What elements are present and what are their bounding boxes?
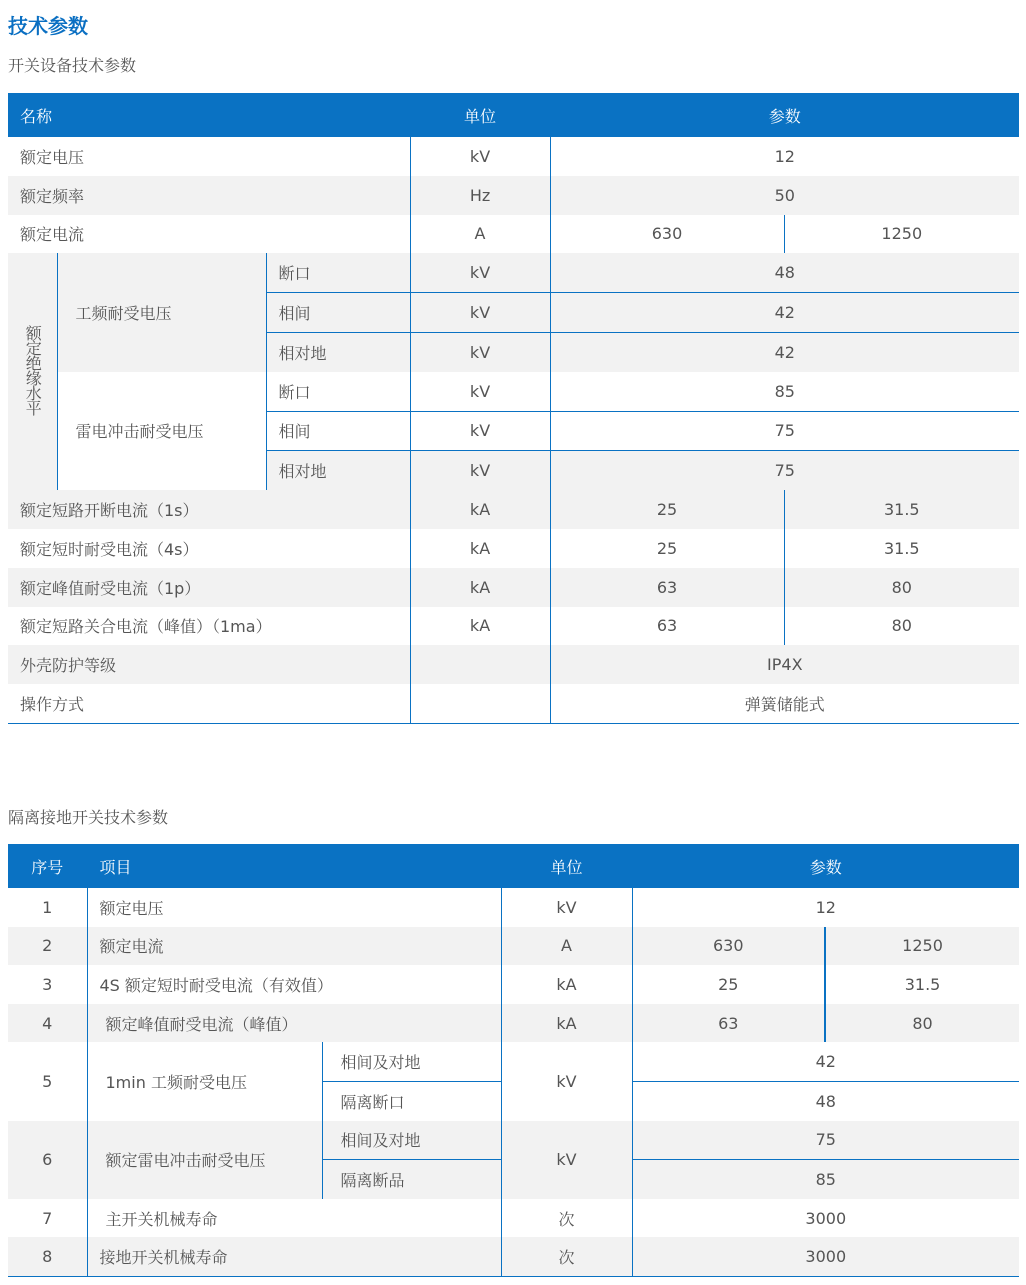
row-name: 额定短时耐受电流（4s） — [20, 539, 199, 559]
table-row — [8, 927, 1019, 966]
table-row — [8, 372, 1019, 411]
table-header-row — [8, 844, 1019, 888]
lightning-label: 雷电冲击耐受电压 — [57, 372, 266, 490]
row-name: 额定频率 — [8, 176, 410, 215]
row-value-1: 630 — [632, 927, 825, 966]
row-value: 48 — [550, 253, 1019, 292]
sub-name: 隔离断品 — [322, 1160, 501, 1199]
row-unit: Hz — [410, 176, 550, 215]
row-value-2: 31.5 — [784, 490, 1019, 529]
sub-name: 断口 — [266, 253, 410, 292]
header-unit: 单位 — [410, 93, 550, 137]
row-unit: kV — [410, 253, 550, 292]
row-item: 接地开关机械寿命 — [87, 1237, 501, 1276]
row-unit: kV — [410, 332, 550, 371]
table-row — [8, 645, 1019, 684]
row-value: 弹簧储能式 — [550, 684, 1019, 723]
row-value: 85 — [550, 372, 1019, 411]
row-item: 主开关机械寿命 — [87, 1199, 501, 1238]
row-value: 3000 — [632, 1199, 1019, 1238]
row-name: 额定电压 — [20, 147, 85, 167]
insulation-group-label: 额定绝缘水平 — [8, 253, 57, 490]
row-value: 50 — [550, 176, 1019, 215]
row-no: 1 — [42, 897, 53, 917]
table-row — [8, 490, 1019, 529]
row-value: 12 — [550, 137, 1019, 176]
row-unit: kV — [410, 137, 550, 176]
table-row — [8, 529, 1019, 568]
header-param: 参数 — [632, 844, 1019, 888]
section-title-isolation: 隔离接地开关技术参数 — [8, 808, 169, 827]
header-no: 序号 — [8, 844, 87, 888]
row-value: 85 — [632, 1160, 1019, 1199]
row-unit: kV — [410, 372, 550, 411]
row-value: 42 — [550, 293, 1019, 333]
row-value: 48 — [632, 1081, 1019, 1120]
row-unit: 次 — [501, 1199, 632, 1238]
isolation-spec-table — [8, 844, 1019, 1277]
row-no: 5 — [42, 1071, 53, 1091]
row-item: 额定雷电冲击耐受电压 — [87, 1121, 322, 1199]
row-value-2: 1250 — [825, 927, 1019, 966]
row-value: 75 — [550, 411, 1019, 451]
row-value-1: 25 — [632, 965, 825, 1004]
row-value-2: 31.5 — [825, 965, 1019, 1004]
table-row — [8, 137, 1019, 176]
sub-name: 相对地 — [266, 451, 410, 490]
table-row — [8, 1237, 1019, 1276]
row-value-2: 31.5 — [784, 529, 1019, 568]
power-freq-label: 工频耐受电压 — [57, 253, 266, 371]
row-no: 2 — [8, 927, 87, 966]
table-row — [8, 607, 1019, 646]
page-title: 技术参数 — [8, 14, 88, 38]
sub-name: 相对地 — [266, 332, 410, 371]
row-name: 操作方式 — [8, 684, 410, 723]
sub-name: 断口 — [266, 372, 410, 411]
row-unit: kV — [410, 293, 550, 333]
row-unit: A — [501, 927, 632, 966]
sub-name: 隔离断口 — [322, 1081, 501, 1120]
sub-name: 相间 — [266, 411, 410, 451]
row-unit: kV — [501, 1121, 632, 1199]
row-unit: kV — [410, 451, 550, 490]
row-value-2: 80 — [784, 607, 1019, 646]
header-unit: 单位 — [501, 844, 632, 888]
sub-name: 相间及对地 — [322, 1121, 501, 1160]
row-no: 3 — [42, 974, 53, 994]
row-value-1: 63 — [550, 607, 784, 646]
table-row — [8, 1042, 1019, 1081]
row-unit: kA — [501, 1004, 632, 1043]
table-row — [8, 1121, 1019, 1160]
row-unit — [410, 684, 550, 723]
table-row — [8, 176, 1019, 215]
row-value: 75 — [550, 451, 1019, 490]
row-unit: kV — [501, 1042, 632, 1120]
table-row — [8, 215, 1019, 254]
row-item: 1min 工频耐受电压 — [87, 1042, 322, 1120]
sub-name: 相间及对地 — [322, 1042, 501, 1081]
row-value: 42 — [632, 1042, 1019, 1081]
row-no: 8 — [8, 1237, 87, 1276]
row-value-1: 25 — [550, 490, 784, 529]
row-unit: kA — [410, 607, 550, 646]
row-value-1: 63 — [550, 568, 784, 607]
row-unit: 次 — [501, 1237, 632, 1276]
table-row — [8, 888, 1019, 927]
row-name: 额定短路关合电流（峰值）（1ma） — [20, 617, 272, 637]
table-row — [8, 253, 1019, 292]
table-row — [8, 965, 1019, 1004]
row-item: 额定电流 — [87, 927, 501, 966]
row-item: 4S 额定短时耐受电流（有效值） — [87, 965, 501, 1004]
row-no: 6 — [8, 1121, 87, 1199]
row-unit: kA — [410, 568, 550, 607]
header-name: 名称 — [8, 93, 410, 137]
row-unit: kV — [501, 888, 632, 927]
table-row — [8, 1004, 1019, 1043]
header-item: 项目 — [87, 844, 501, 888]
row-value: 75 — [632, 1121, 1019, 1160]
row-value-1: 63 — [632, 1004, 825, 1043]
row-value-1: 630 — [550, 215, 784, 254]
row-value: 12 — [632, 888, 1019, 927]
row-unit: kA — [410, 490, 550, 529]
row-value-2: 1250 — [784, 215, 1019, 254]
row-no: 4 — [8, 1004, 87, 1043]
row-name: 额定短路开断电流（1s） — [8, 490, 410, 529]
row-value: 42 — [550, 332, 1019, 371]
row-unit — [410, 645, 550, 684]
row-unit: A — [410, 215, 550, 254]
row-name: 额定峰值耐受电流（1p） — [8, 568, 410, 607]
row-unit: kA — [501, 965, 632, 1004]
row-unit: kA — [410, 529, 550, 568]
row-value-1: 25 — [550, 529, 784, 568]
row-value: IP4X — [550, 645, 1019, 684]
row-name: 额定电流 — [20, 225, 85, 245]
row-name: 外壳防护等级 — [8, 645, 410, 684]
header-param: 参数 — [550, 93, 1019, 137]
row-value-2: 80 — [784, 568, 1019, 607]
row-item: 额定电压 — [87, 888, 501, 927]
row-value: 3000 — [632, 1237, 1019, 1276]
row-value-2: 80 — [825, 1004, 1019, 1043]
sub-name: 相间 — [266, 293, 410, 333]
section-title-switchgear: 开关设备技术参数 — [8, 56, 137, 75]
switchgear-spec-table — [8, 93, 1019, 724]
table-row — [8, 684, 1019, 723]
row-unit: kV — [410, 411, 550, 451]
row-item: 额定峰值耐受电流（峰值） — [87, 1004, 501, 1043]
table-header-row — [8, 93, 1019, 137]
row-no: 7 — [42, 1208, 53, 1228]
table-row — [8, 568, 1019, 607]
table-row — [8, 1199, 1019, 1238]
